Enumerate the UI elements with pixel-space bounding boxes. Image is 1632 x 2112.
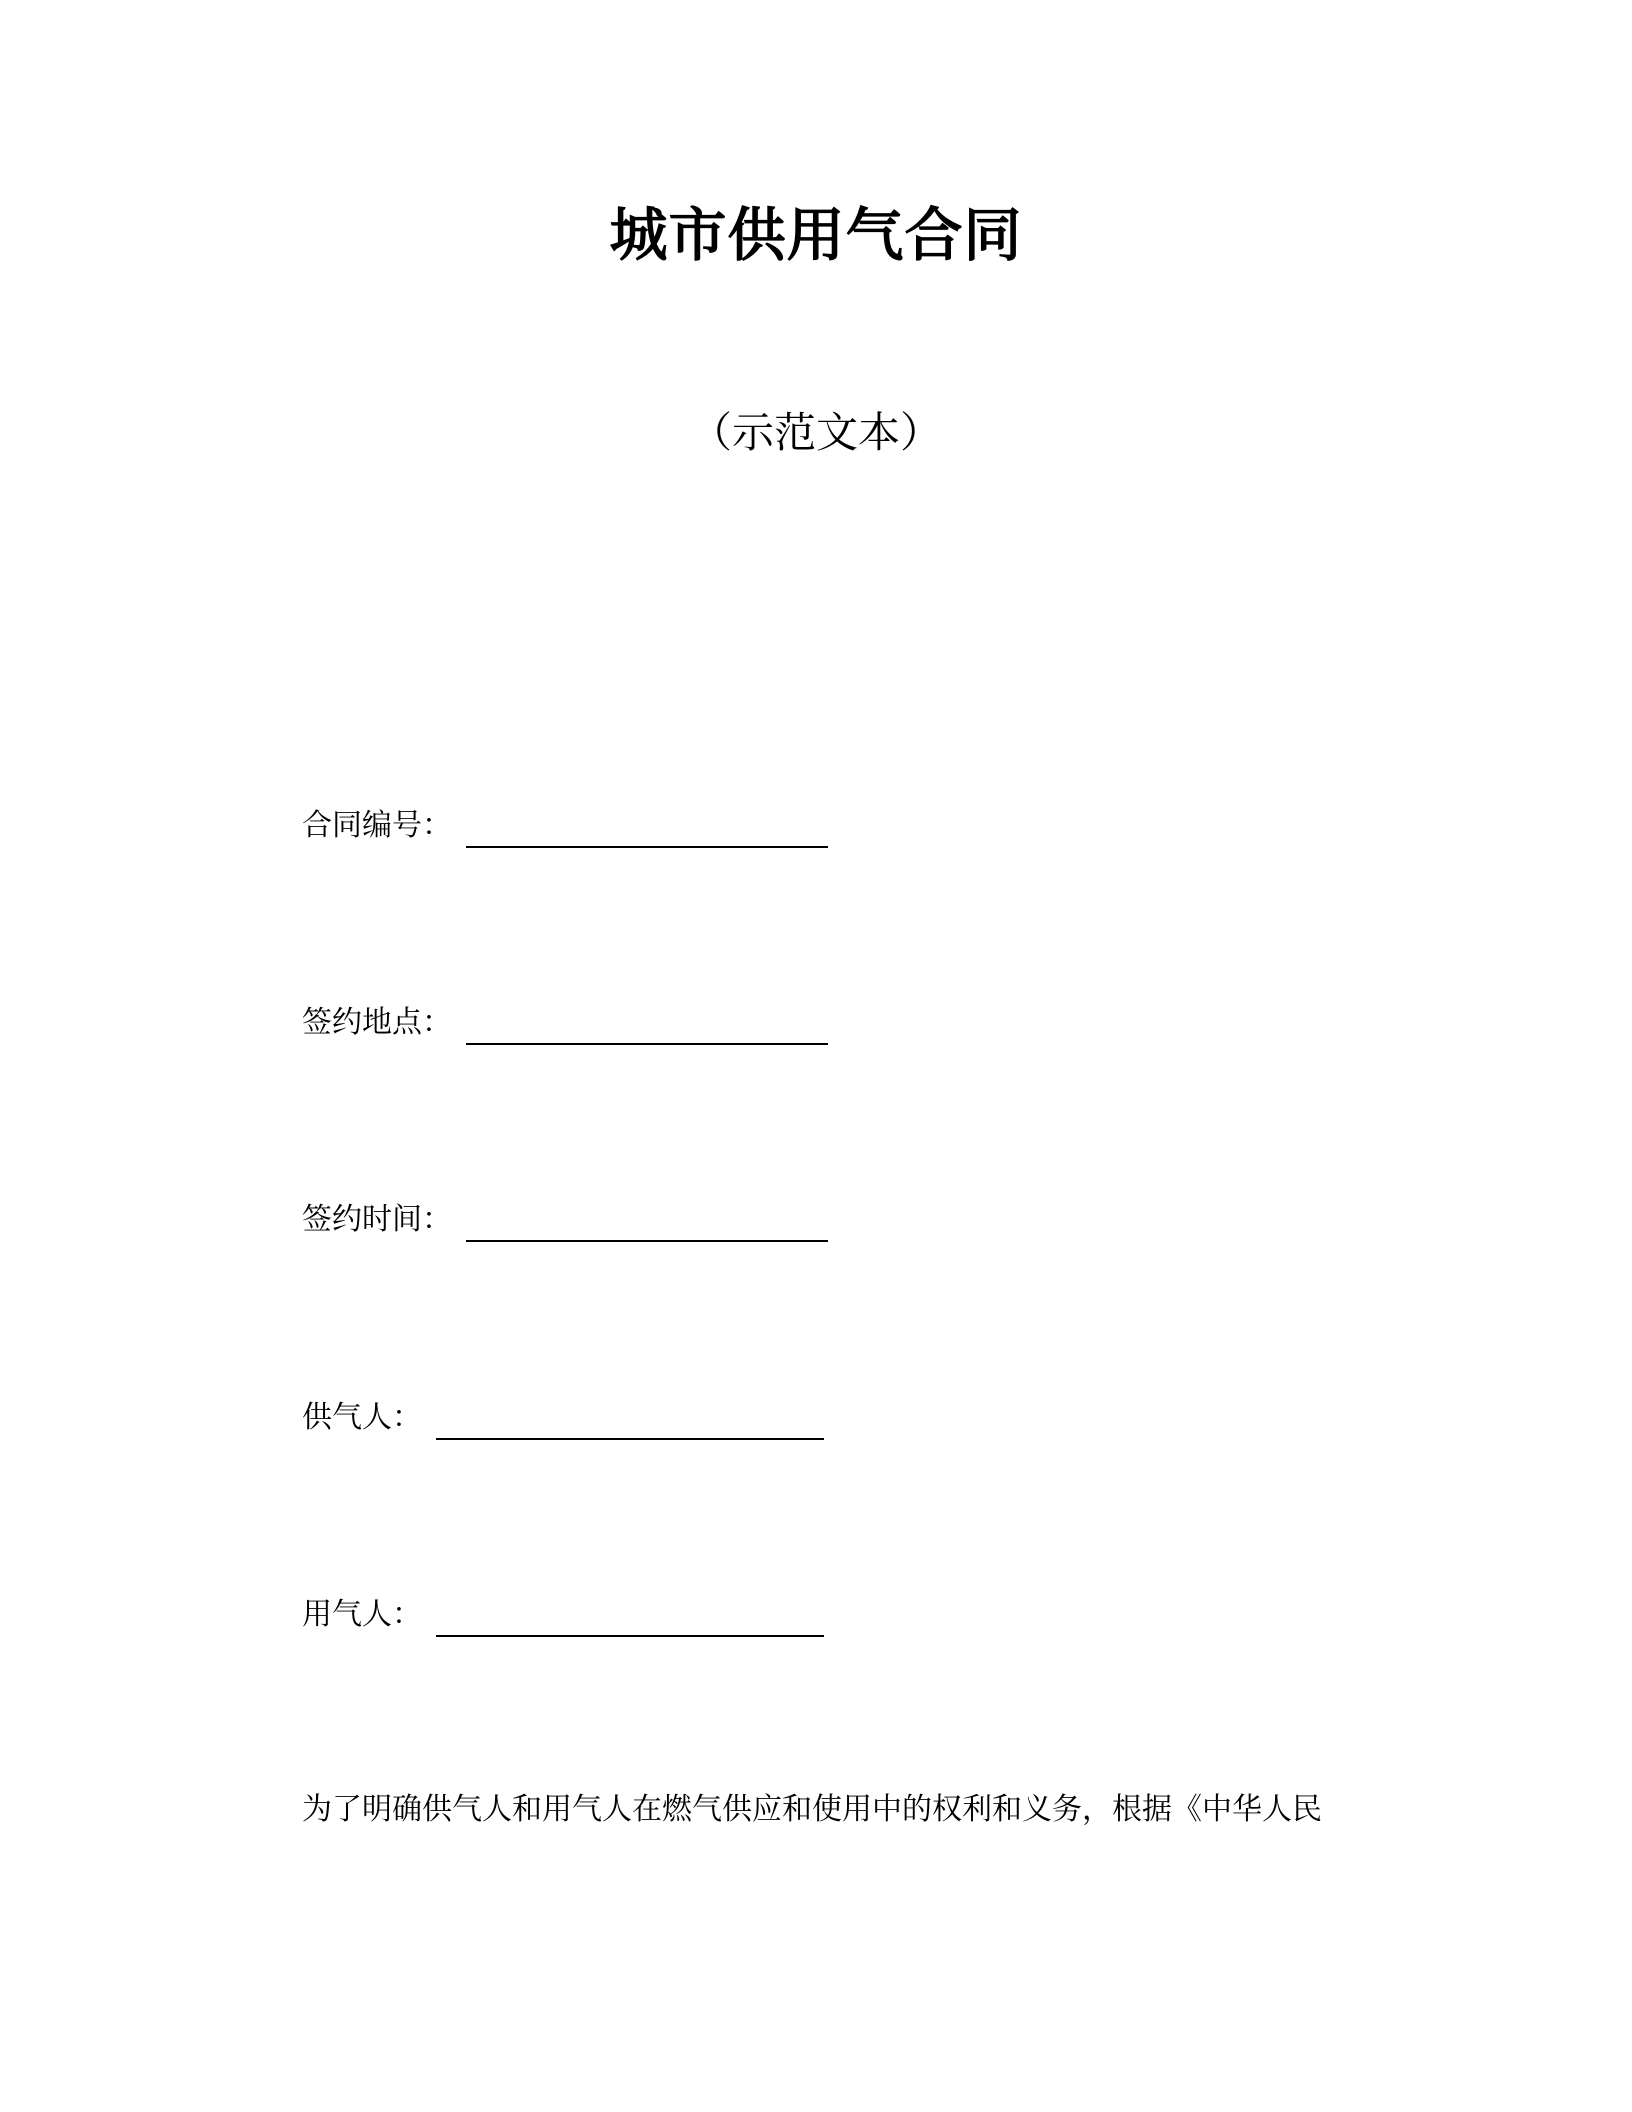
signing-time-label: 签约时间： <box>302 1202 452 1237</box>
document-subtitle: （示范文本） <box>689 408 942 457</box>
signing-place-label: 签约地点： <box>302 1005 452 1040</box>
signing-time-field <box>302 1194 828 1244</box>
contract-number-label: 合同编号： <box>302 808 452 843</box>
gas-user-field <box>302 1589 824 1639</box>
contract-number-blank <box>466 846 828 848</box>
gas-supplier-field <box>302 1392 824 1442</box>
signing-place-blank <box>466 1043 828 1045</box>
signing-time-blank <box>466 1240 828 1242</box>
document-title: 城市供用气合同 <box>609 201 1023 269</box>
gas-supplier-label: 供气人： <box>302 1400 422 1435</box>
signing-place-field <box>302 997 828 1047</box>
gas-user-label: 用气人： <box>302 1597 422 1632</box>
body-paragraph: 为了明确供气人和用气人在燃气供应和使用中的权利和义务，根据《中华人民 <box>302 1792 1322 1827</box>
gas-user-blank <box>436 1635 824 1637</box>
gas-supplier-blank <box>436 1438 824 1440</box>
contract-number-field <box>302 800 828 850</box>
